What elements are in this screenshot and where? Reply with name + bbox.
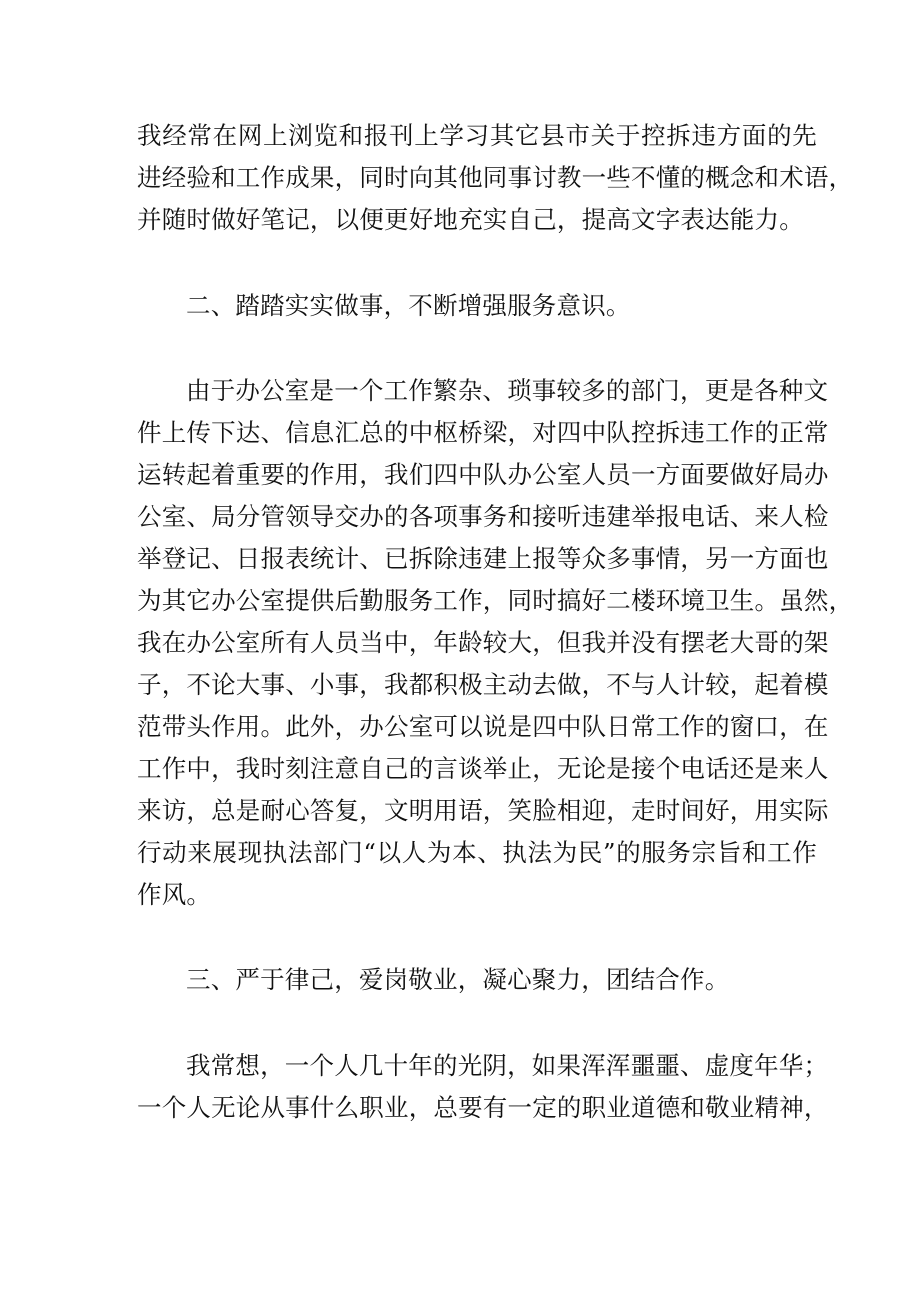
text-line: 我常想，一个人几十年的光阴，如果浑浑噩噩、虚度年华； — [186, 1051, 829, 1080]
text-line: 我在办公室所有人员当中，年龄较大，但我并没有摆老大哥的架 — [137, 628, 829, 657]
text-line: 工作中，我时刻注意自己的言谈举止，无论是接个电话还是来人 — [137, 754, 829, 783]
text-line: 由于办公室是一个工作繁杂、琐事较多的部门，更是各种文 — [186, 376, 829, 405]
text-line: 来访，总是耐心答复，文明用语，笑脸相迎，走时间好，用实际 — [137, 796, 829, 825]
text-line: 进经验和工作成果，同时向其他同事讨教一些不懂的概念和术语， — [137, 163, 854, 192]
text-line: 并随时做好笔记，以便更好地充实自己，提高文字表达能力。 — [137, 205, 804, 234]
text-line: 件上传下达、信息汇总的中枢桥梁，对四中队控拆违工作的正常 — [137, 418, 829, 447]
text-line: 为其它办公室提供后勤服务工作，同时搞好二楼环境卫生。虽然， — [137, 586, 854, 615]
section-heading: 三、严于律己，爱岗敬业，凝心聚力，团结合作。 — [186, 965, 730, 994]
text-line: 作风。 — [137, 880, 212, 909]
section-heading: 二、踏踏实实做事，不断增强服务意识。 — [186, 291, 631, 320]
text-line: 子，不论大事、小事，我都积极主动去做，不与人计较，起着模 — [137, 670, 829, 699]
text-line: 一个人无论从事什么职业，总要有一定的职业道德和敬业精神， — [137, 1093, 829, 1122]
text-line: 我经常在网上浏览和报刊上学习其它县市关于控拆违方面的先 — [137, 121, 817, 150]
text-line: 举登记、日报表统计、已拆除违建上报等众多事情，另一方面也 — [137, 544, 829, 573]
text-line: 行动来展现执法部门“以人为本、执法为民”的服务宗旨和工作 — [137, 838, 817, 867]
text-line: 公室、局分管领导交办的各项事务和接听违建举报电话、来人检 — [137, 502, 829, 531]
text-line: 范带头作用。此外，办公室可以说是四中队日常工作的窗口，在 — [137, 712, 829, 741]
text-line: 运转起着重要的作用，我们四中队办公室人员一方面要做好局办 — [137, 460, 829, 489]
